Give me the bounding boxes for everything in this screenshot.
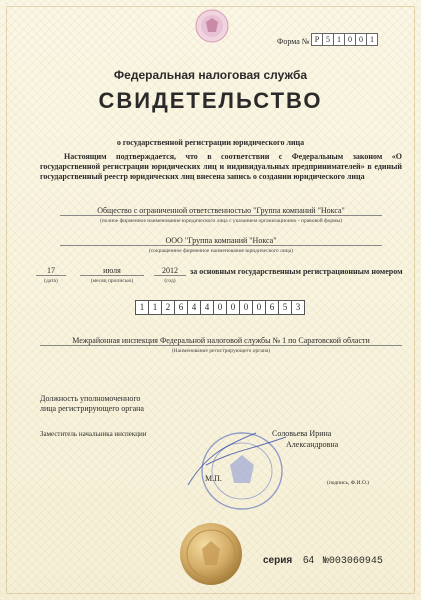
ogrn-number bbox=[136, 300, 305, 315]
company-short-name-caption: (сокращенное фирменное наименование юридического лица) bbox=[149, 248, 293, 254]
ogrn-digit: 2 bbox=[161, 300, 175, 315]
date-month-caption: (месяц прописью) bbox=[90, 278, 134, 284]
form-code-cell: Р bbox=[311, 33, 323, 46]
signature-caption: (подпись, Ф.И.О.) bbox=[327, 480, 369, 486]
signatory-name bbox=[272, 428, 338, 450]
ogrn-digit: 4 bbox=[200, 300, 214, 315]
authority-name: Межрайонная инспекция Федеральной налоговой службы № 1 по Саратовской области bbox=[40, 336, 402, 346]
ogrn-digit: 1 bbox=[135, 300, 149, 315]
signatory-name-line1: Соловьева Ирина bbox=[272, 429, 332, 438]
document-title: СВИДЕТЕЛЬСТВО bbox=[98, 88, 323, 113]
form-code-cell: 1 bbox=[366, 33, 378, 46]
company-full-name: Общество с ограниченной ответственностью "Группа компаний "Нокса" bbox=[60, 206, 382, 216]
agency-name: Федеральная налоговая служба bbox=[113, 68, 308, 82]
ogrn-digit: 0 bbox=[239, 300, 253, 315]
ogrn-digit: 0 bbox=[213, 300, 227, 315]
date-month: июля bbox=[80, 266, 144, 276]
ogrn-digit: 6 bbox=[174, 300, 188, 315]
ogrn-digit: 0 bbox=[226, 300, 240, 315]
form-label: Форма № bbox=[277, 37, 310, 46]
series-label: серия bbox=[263, 555, 293, 566]
date-day: 17 bbox=[36, 266, 66, 276]
series-number bbox=[263, 555, 383, 567]
form-code bbox=[312, 33, 378, 46]
ogrn-digit: 6 bbox=[265, 300, 279, 315]
company-full-name-caption: (полное фирменное наименование юридического лица с указанием организационно - правовой формы) bbox=[99, 218, 343, 224]
authority-caption: (Наименование регистрирующего органа) bbox=[171, 348, 271, 354]
ogrn-digit: 1 bbox=[148, 300, 162, 315]
form-code-cell: 1 bbox=[333, 33, 345, 46]
ogrn-digit: 3 bbox=[291, 300, 305, 315]
signatory-title-line2: лица регистрирующего органа bbox=[40, 404, 144, 413]
series-code: 64 bbox=[303, 555, 315, 566]
signatory-title-line1: Должность уполномоченного bbox=[40, 394, 141, 403]
company-short-name: ООО "Группа компаний "Нокса" bbox=[60, 236, 382, 246]
stamp-place-label: М.П. bbox=[205, 474, 222, 483]
form-code-cell: 0 bbox=[355, 33, 367, 46]
date-year-caption: (год) bbox=[164, 278, 176, 284]
form-code-cell: 0 bbox=[344, 33, 356, 46]
date-year: 2012 bbox=[154, 266, 186, 276]
ogrn-label: за основным государственным регистрационным номером bbox=[190, 267, 403, 276]
emblem-icon bbox=[193, 8, 231, 44]
ogrn-digit: 5 bbox=[278, 300, 292, 315]
signatory-title bbox=[40, 394, 144, 414]
form-code-cell: 5 bbox=[322, 33, 334, 46]
confirmation-text: Настоящим подтверждается, что в соответствии с Федеральным законом «О государственной регистрации юридических лиц и индивидуальных предпринимателей» в единый государственный реестр юридических лиц внесена запись о создании юридического лица bbox=[40, 152, 402, 181]
ogrn-digit: 0 bbox=[252, 300, 266, 315]
signatory-position: Заместитель начальника инспекции bbox=[40, 430, 147, 438]
gold-seal-icon bbox=[178, 521, 244, 587]
date-day-caption: (дата) bbox=[44, 278, 58, 284]
ogrn-digit: 4 bbox=[187, 300, 201, 315]
signatory-name-line2: Александровна bbox=[286, 440, 339, 449]
document-number: №003060945 bbox=[322, 556, 383, 567]
document-subtitle: о государственной регистрации юридического лица bbox=[116, 138, 305, 147]
